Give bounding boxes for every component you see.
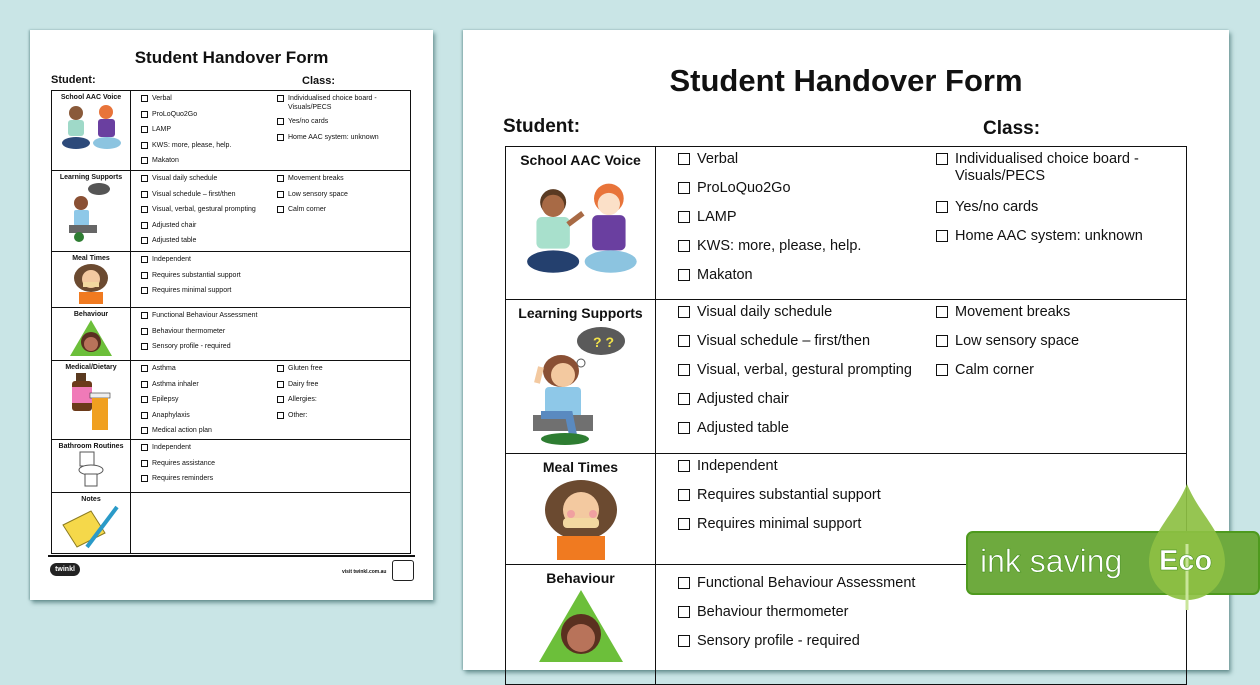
checkbox-option[interactable]: Movement breaks — [277, 174, 348, 190]
checkbox[interactable] — [141, 126, 148, 133]
options-cell — [656, 300, 1187, 454]
visit-link: visit twinkl.com.au — [342, 569, 387, 575]
checkbox-option[interactable]: Home AAC system: unknown — [936, 228, 1166, 257]
checkbox[interactable] — [141, 460, 148, 467]
checkbox-option[interactable]: Makaton — [141, 156, 231, 172]
checkbox-option[interactable]: Requires substantial support — [678, 487, 881, 516]
checkbox-option[interactable]: Visual daily schedule — [141, 174, 256, 190]
checkbox[interactable] — [141, 256, 148, 263]
checkbox-option[interactable]: Adjusted table — [141, 236, 256, 252]
options-cell — [131, 440, 411, 493]
checkbox-option[interactable]: Anaphylaxis — [141, 411, 212, 427]
checkbox[interactable] — [141, 328, 148, 335]
checkbox[interactable] — [141, 206, 148, 213]
category-cell — [52, 308, 131, 361]
girl-wheelchair-thinking-illustration — [521, 321, 641, 449]
form-title: Student Handover Form — [134, 48, 329, 67]
checkbox[interactable] — [141, 111, 148, 118]
checkbox-option[interactable]: Sensory profile - required — [678, 633, 915, 662]
checkbox-option[interactable]: Asthma — [141, 364, 212, 380]
options-cell — [131, 252, 411, 308]
children-signing-illustration — [56, 101, 126, 155]
checkbox[interactable] — [141, 157, 148, 164]
category-cell — [52, 361, 131, 440]
children-signing-illustration — [516, 174, 646, 286]
checkbox-option[interactable]: Calm corner — [277, 205, 348, 221]
checkbox[interactable] — [141, 287, 148, 294]
checkbox[interactable] — [277, 95, 284, 102]
checkbox-option[interactable]: Visual, verbal, gestural prompting — [678, 362, 912, 391]
checkbox-option[interactable]: Allergies: — [277, 395, 323, 411]
checkbox-option[interactable]: Requires substantial support — [141, 271, 241, 287]
checkbox-option[interactable]: Adjusted chair — [678, 391, 912, 420]
checkbox-option[interactable]: Low sensory space — [277, 190, 348, 206]
checkbox[interactable] — [141, 444, 148, 451]
checkbox-option[interactable]: Dairy free — [277, 380, 323, 396]
checkbox[interactable] — [678, 269, 690, 281]
girl-eating-sandwich-illustration — [535, 475, 627, 561]
checkbox-option[interactable]: Adjusted chair — [141, 221, 256, 237]
category-label: School AAC Voice — [60, 94, 122, 101]
checkbox-option[interactable]: Functional Behaviour Assessment — [141, 311, 257, 327]
checkbox-option[interactable]: Movement breaks — [936, 304, 1079, 333]
options-cell — [131, 361, 411, 440]
checkbox[interactable] — [678, 182, 690, 194]
checkbox-option[interactable]: Visual, verbal, gestural prompting — [141, 205, 256, 221]
twinkl-logo: twinkl — [50, 563, 80, 576]
checkbox[interactable] — [277, 381, 284, 388]
checkbox[interactable] — [141, 427, 148, 434]
category-label: Behaviour — [73, 311, 109, 318]
checkbox[interactable] — [141, 475, 148, 482]
girl-eating-sandwich-illustration — [68, 262, 114, 304]
checkbox-option[interactable]: ProLoQuo2Go — [678, 180, 861, 209]
checkbox-option[interactable]: Requires minimal support — [141, 286, 241, 302]
category-label: Medical/Dietary — [65, 364, 117, 371]
checkbox[interactable] — [936, 201, 948, 213]
category-cell — [506, 147, 656, 300]
checkbox-option[interactable]: KWS: more, please, help. — [141, 141, 231, 157]
checkbox-option[interactable]: Medical action plan — [141, 426, 212, 442]
checkbox-option[interactable]: Gluten free — [277, 364, 323, 380]
checkbox-option[interactable]: Visual daily schedule — [678, 304, 912, 333]
student-label: Student: — [503, 116, 581, 137]
girl-green-triangle-illustration — [68, 318, 114, 358]
class-label: Class: — [302, 75, 336, 87]
checkbox[interactable] — [141, 142, 148, 149]
checkbox-option[interactable]: KWS: more, please, help. — [678, 238, 861, 267]
category-cell — [506, 565, 656, 685]
checkbox-option[interactable]: Independent — [141, 255, 241, 271]
checkbox[interactable] — [678, 335, 690, 347]
options-cell — [656, 147, 1187, 300]
checkbox-option[interactable]: Behaviour thermometer — [678, 604, 915, 633]
checkbox[interactable] — [936, 364, 948, 376]
checkbox-option[interactable]: Epilepsy — [141, 395, 212, 411]
checkbox-option[interactable]: Individualised choice board - Visuals/PECS — [277, 94, 407, 117]
student-label: Student: — [51, 74, 96, 86]
form-thumbnail-page — [30, 30, 433, 600]
category-cell — [52, 171, 131, 252]
checkbox[interactable] — [936, 335, 948, 347]
checkbox[interactable] — [678, 364, 690, 376]
girl-green-triangle-illustration — [535, 586, 627, 666]
checkbox-option[interactable]: Behaviour thermometer — [141, 327, 257, 343]
checkbox-option[interactable]: Individualised choice board - Visuals/PECS — [936, 151, 1166, 199]
category-label: Learning Supports — [59, 174, 123, 181]
checkbox[interactable] — [277, 396, 284, 403]
form-title: Student Handover Form — [669, 63, 1023, 98]
checkbox[interactable] — [678, 635, 690, 647]
checkbox-option[interactable]: Low sensory space — [936, 333, 1079, 362]
checkbox[interactable] — [141, 412, 148, 419]
checkbox[interactable] — [678, 460, 690, 472]
options-cell — [131, 308, 411, 361]
category-cell — [506, 300, 656, 454]
checkbox-option[interactable]: Independent — [678, 458, 881, 487]
checkbox[interactable] — [277, 365, 284, 372]
checkbox-option[interactable]: Verbal — [678, 151, 861, 180]
checkbox[interactable] — [678, 489, 690, 501]
options-cell — [131, 171, 411, 252]
checkbox[interactable] — [678, 153, 690, 165]
category-label: Behaviour — [546, 570, 615, 586]
checkbox-option[interactable]: Other: — [277, 411, 323, 427]
category-cell — [52, 493, 131, 554]
checkbox-option[interactable]: Requires reminders — [141, 474, 215, 490]
checkbox-option[interactable]: Yes/no cards — [936, 199, 1166, 228]
checkbox[interactable] — [936, 230, 948, 242]
checkbox-option[interactable]: Visual schedule – first/then — [678, 333, 912, 362]
checkbox[interactable] — [678, 240, 690, 252]
checkbox[interactable] — [678, 577, 690, 589]
class-label: Class: — [983, 118, 1041, 139]
notes-area[interactable] — [131, 493, 411, 554]
checkbox[interactable] — [141, 381, 148, 388]
category-label: Meal Times — [542, 459, 619, 475]
checkbox[interactable] — [277, 134, 284, 141]
checkbox-option[interactable]: Requires minimal support — [678, 516, 881, 545]
checkbox[interactable] — [277, 191, 284, 198]
checkbox[interactable] — [141, 222, 148, 229]
checkbox[interactable] — [936, 153, 948, 165]
checkbox[interactable] — [141, 396, 148, 403]
handover-table — [505, 146, 1187, 685]
ink-saving-label: ink saving — [980, 543, 1123, 579]
category-cell — [52, 252, 131, 308]
notepad-pen-illustration — [61, 503, 121, 551]
checkbox[interactable] — [277, 412, 284, 419]
category-label: Meal Times — [72, 255, 110, 262]
category-label: Bathroom Routines — [58, 443, 124, 450]
checkbox-option[interactable]: Yes/no cards — [277, 117, 407, 133]
checkbox[interactable] — [141, 365, 148, 372]
checkbox-option[interactable]: ProLoQuo2Go — [141, 110, 231, 126]
toilet-illustration — [76, 450, 106, 488]
options-cell — [131, 91, 411, 171]
checkbox-option[interactable]: LAMP — [141, 125, 231, 141]
category-cell — [52, 440, 131, 493]
checkbox[interactable] — [678, 606, 690, 618]
checkbox[interactable] — [141, 191, 148, 198]
checkbox[interactable] — [277, 175, 284, 182]
checkbox-option[interactable]: Independent — [141, 443, 215, 459]
handover-table — [51, 90, 411, 554]
category-label: Notes — [81, 496, 101, 503]
checkbox[interactable] — [678, 518, 690, 530]
checkbox[interactable] — [141, 237, 148, 244]
checkbox[interactable] — [141, 343, 148, 350]
checkbox-option[interactable]: Calm corner — [936, 362, 1079, 391]
category-cell — [506, 454, 656, 565]
checkbox[interactable] — [678, 211, 690, 223]
checkbox-option[interactable]: LAMP — [678, 209, 861, 238]
svg-text:? ?: ? ? — [592, 334, 614, 350]
girl-wheelchair-thinking-illustration — [61, 181, 121, 243]
checkbox-option[interactable]: Verbal — [141, 94, 231, 110]
checkbox[interactable] — [141, 175, 148, 182]
medicine-bottles-illustration — [66, 371, 116, 433]
checkbox-option[interactable]: Home AAC system: unknown — [277, 133, 407, 149]
category-cell — [52, 91, 131, 171]
checkbox-option[interactable]: Sensory profile - required — [141, 342, 257, 358]
checkbox-option[interactable]: Adjusted table — [678, 420, 912, 449]
twinkl-badge-icon — [392, 560, 414, 581]
checkbox[interactable] — [678, 393, 690, 405]
category-label: School AAC Voice — [520, 152, 641, 168]
checkbox-option[interactable]: Makaton — [678, 267, 861, 296]
checkbox[interactable] — [277, 206, 284, 213]
footer-divider — [48, 555, 415, 557]
checkbox-option[interactable]: Visual schedule – first/then — [141, 190, 256, 206]
checkbox[interactable] — [141, 312, 148, 319]
category-label: Learning Supports — [518, 305, 643, 321]
checkbox[interactable] — [141, 95, 148, 102]
checkbox[interactable] — [678, 422, 690, 434]
checkbox[interactable] — [936, 306, 948, 318]
eco-label: Eco — [1159, 545, 1213, 577]
checkbox[interactable] — [277, 118, 284, 125]
checkbox-option[interactable]: Asthma inhaler — [141, 380, 212, 396]
checkbox[interactable] — [141, 272, 148, 279]
checkbox[interactable] — [678, 306, 690, 318]
checkbox-option[interactable]: Requires assistance — [141, 459, 215, 475]
checkbox-option[interactable]: Functional Behaviour Assessment — [678, 575, 915, 604]
